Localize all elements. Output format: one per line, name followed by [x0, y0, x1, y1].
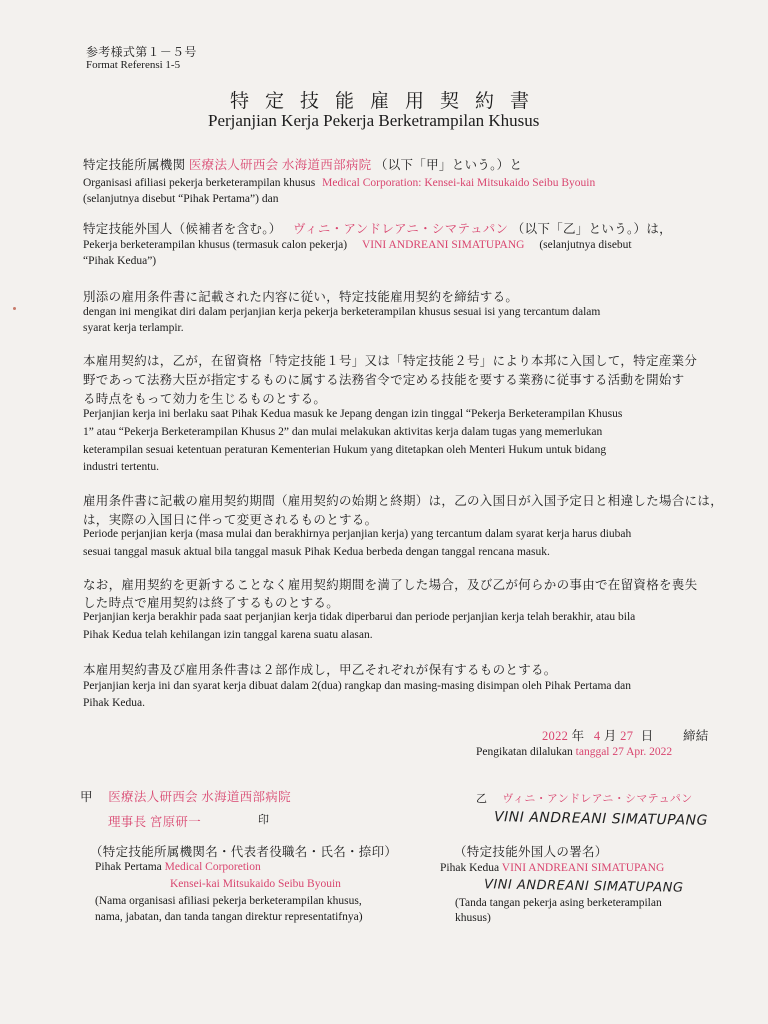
date-year: 2022	[542, 729, 569, 743]
party-a-org-id-2: Kensei-kai Mitsukaido Seibu Byouin	[170, 878, 341, 890]
date-id: tanggal 27 Apr. 2022	[575, 746, 673, 758]
scan-speck	[13, 307, 16, 310]
p4-jp-line1: なお，雇用契約を更新することなく雇用契約期間を満了した場合，及び乙が何らかの事由で在留資格を喪失	[83, 578, 698, 592]
reference-form-jp: 参考様式第１－５号	[86, 45, 197, 59]
worker-suffix-id-2: “Pihak Kedua”)	[83, 255, 157, 267]
party-b-note-1: (Tanda tangan pekerja asing berketerampilan	[455, 897, 662, 909]
party-b-label-id: Pihak Kedua	[440, 862, 500, 874]
p4-jp-line2: した時点で雇用契約は終了するものとする。	[83, 596, 340, 610]
date-year-unit: 年	[571, 729, 585, 743]
worker-label-id: Pekerja berketerampilan khusus (termasuk calon pekerja)	[83, 239, 348, 251]
org-label-id: Organisasi afiliasi pekerja berketerampilan khusus	[83, 177, 316, 189]
party-b-mark: 乙	[476, 793, 488, 805]
date-day-unit: 日	[640, 729, 654, 743]
org-suffix-id: (selanjutnya disebut “Pihak Pertama”) dan	[83, 193, 279, 205]
party-b-caption-jp: （特定技能外国人の署名）	[454, 845, 608, 859]
party-a-org-id: Medical Corporetion	[164, 861, 261, 873]
p3-id-line2: sesuai tanggal masuk aktual bila tanggal masuk Pihak Kedua berbeda dengan tanggal rencana masuk.	[83, 546, 550, 558]
party-a-caption-id	[95, 861, 261, 873]
concluded-id: Pengikatan dilalukan	[476, 746, 573, 758]
date-month-unit: 月	[603, 729, 617, 743]
party-b-signature-2: VINI ANDREANI SIMATUPANG	[483, 877, 684, 896]
worker-line-id	[83, 239, 632, 251]
p2-id-line3: keterampilan sesuai ketentuan peraturan Kementerian Hukum yang ditetapkan oleh Menteri Hukum untuk bidang	[83, 444, 607, 456]
worker-name-jp: ヴィニ・アンドレアニ・シマテュパン	[293, 222, 509, 236]
party-a-line	[80, 787, 291, 805]
title-jp: 特定技能雇用契約書	[230, 91, 546, 112]
worker-line-jp	[83, 219, 672, 237]
p5-id-line1: Perjanjian kerja ini dan syarat kerja dibuat dalam 2(dua) rangkap dan masing-masing disimpan oleh Pihak Pertama dan	[83, 680, 632, 692]
org-line-id	[83, 177, 595, 189]
party-b-name-id: VINI ANDREANI SIMATUPANG	[501, 862, 665, 874]
p4-id-line2: Pihak Kedua telah kehilangan izin tanggal karena suatu alasan.	[83, 629, 373, 641]
p1-id-line2: syarat kerja terlampir.	[83, 322, 184, 334]
party-a-label-id: Pihak Pertama	[95, 861, 162, 873]
contract-date-id	[476, 746, 672, 758]
worker-suffix-id: (selanjutnya disebut	[539, 239, 632, 251]
date-day: 27	[620, 729, 634, 743]
party-b-line	[476, 790, 693, 806]
party-b-name-jp: ヴィニ・アンドレアニ・シマテュパン	[502, 793, 693, 805]
title-id: Perjanjian Kerja Pekerja Berketrampilan Khusus	[208, 111, 540, 130]
p5-jp: 本雇用契約書及び雇用条件書は２部作成し，甲乙それぞれが保有するものとする。	[83, 663, 557, 677]
party-a-note-1: (Nama organisasi afiliasi pekerja berketerampilan khusus,	[95, 895, 362, 907]
org-name-jp: 医療法人研西会 水海道西部病院	[188, 158, 372, 172]
p2-id-line4: industri tertentu.	[83, 461, 160, 473]
p2-id-line1: Perjanjian kerja ini berlaku saat Pihak Kedua masuk ke Jepang dengan izin tinggal “Pekerja Berketerampilan Khusus	[83, 408, 623, 420]
party-a-note-2: nama, jabatan, dan tanda tangan direktur representatifnya)	[95, 911, 363, 923]
worker-name-id: VINI ANDREANI SIMATUPANG	[361, 239, 525, 251]
worker-label-jp: 特定技能外国人（候補者を含む。）	[83, 222, 282, 236]
p3-jp-line2: は，実際の入国日に伴って変更されるものとする。	[83, 513, 378, 527]
seal-mark: 印	[258, 814, 269, 826]
p1-jp: 別添の雇用条件書に記載された内容に従い，特定技能雇用契約を締結する。	[83, 290, 519, 304]
p3-jp-line1: 雇用条件書に記載の雇用契約期間（雇用契約の始期と終期）は，乙の入国日が入国予定日と相違した場合には，	[83, 494, 724, 508]
p4-id-line1: Perjanjian kerja berakhir pada saat perjanjian kerja tidak diperbarui dan periode perjanjian kerja telah berakhir, atau bila	[83, 611, 636, 623]
org-line-jp	[83, 155, 522, 173]
p2-jp-line1: 本雇用契約は，乙が，在留資格「特定技能１号」又は「特定技能２号」により本邦に入国して，特定産業分	[83, 354, 698, 368]
party-a-org-jp: 医療法人研西会 水海道西部病院	[108, 790, 291, 804]
date-month: 4	[593, 729, 601, 743]
contract-date-jp	[542, 726, 709, 744]
p2-jp-line2: 野であって法務大臣が指定するものに属する法務省令で定める技能を要する業務に従事する活動を開始す	[83, 373, 685, 387]
org-name-id: Medical Corporation: Kensei-kai Mitsukaido Seibu Byouin	[322, 177, 596, 189]
party-b-signature-1: VINI ANDREANI SIMATUPANG	[493, 809, 709, 829]
concluded-jp: 締結	[682, 729, 709, 743]
p5-id-line2: Pihak Kedua.	[83, 697, 145, 709]
reference-form-id: Format Referensi 1-5	[86, 59, 181, 71]
org-label-jp: 特定技能所属機関	[83, 158, 186, 172]
p1-id-line1: dengan ini mengikat diri dalam perjanjian kerja pekerja berketerampilan khusus sesuai isi yang tercantum dalam	[83, 306, 601, 318]
org-suffix-jp: （以下「甲」という。）と	[374, 158, 523, 172]
party-b-caption-id	[440, 862, 664, 874]
p2-id-line2: 1” atau “Pekerja Berketerampilan Khusus 2” dan mulai melakukan aktivitas kerja dalam tugas yang memerlukan	[83, 426, 603, 438]
party-a-director: 理事長 宮原研一	[108, 815, 202, 829]
worker-suffix-jp: （以下「乙」という。）は，	[511, 222, 672, 236]
party-b-note-2: khusus)	[455, 912, 491, 924]
party-a-mark: 甲	[80, 790, 93, 804]
p2-jp-line3: る時点をもって効力を生じるものとする。	[83, 392, 327, 406]
p3-id-line1: Periode perjanjian kerja (masa mulai dan berakhirnya perjanjian kerja) yang tercantum dalam syarat kerja harus diubah	[83, 528, 632, 540]
party-a-caption-jp: （特定技能所属機関名・代表者役職名・氏名・捺印）	[90, 845, 398, 859]
